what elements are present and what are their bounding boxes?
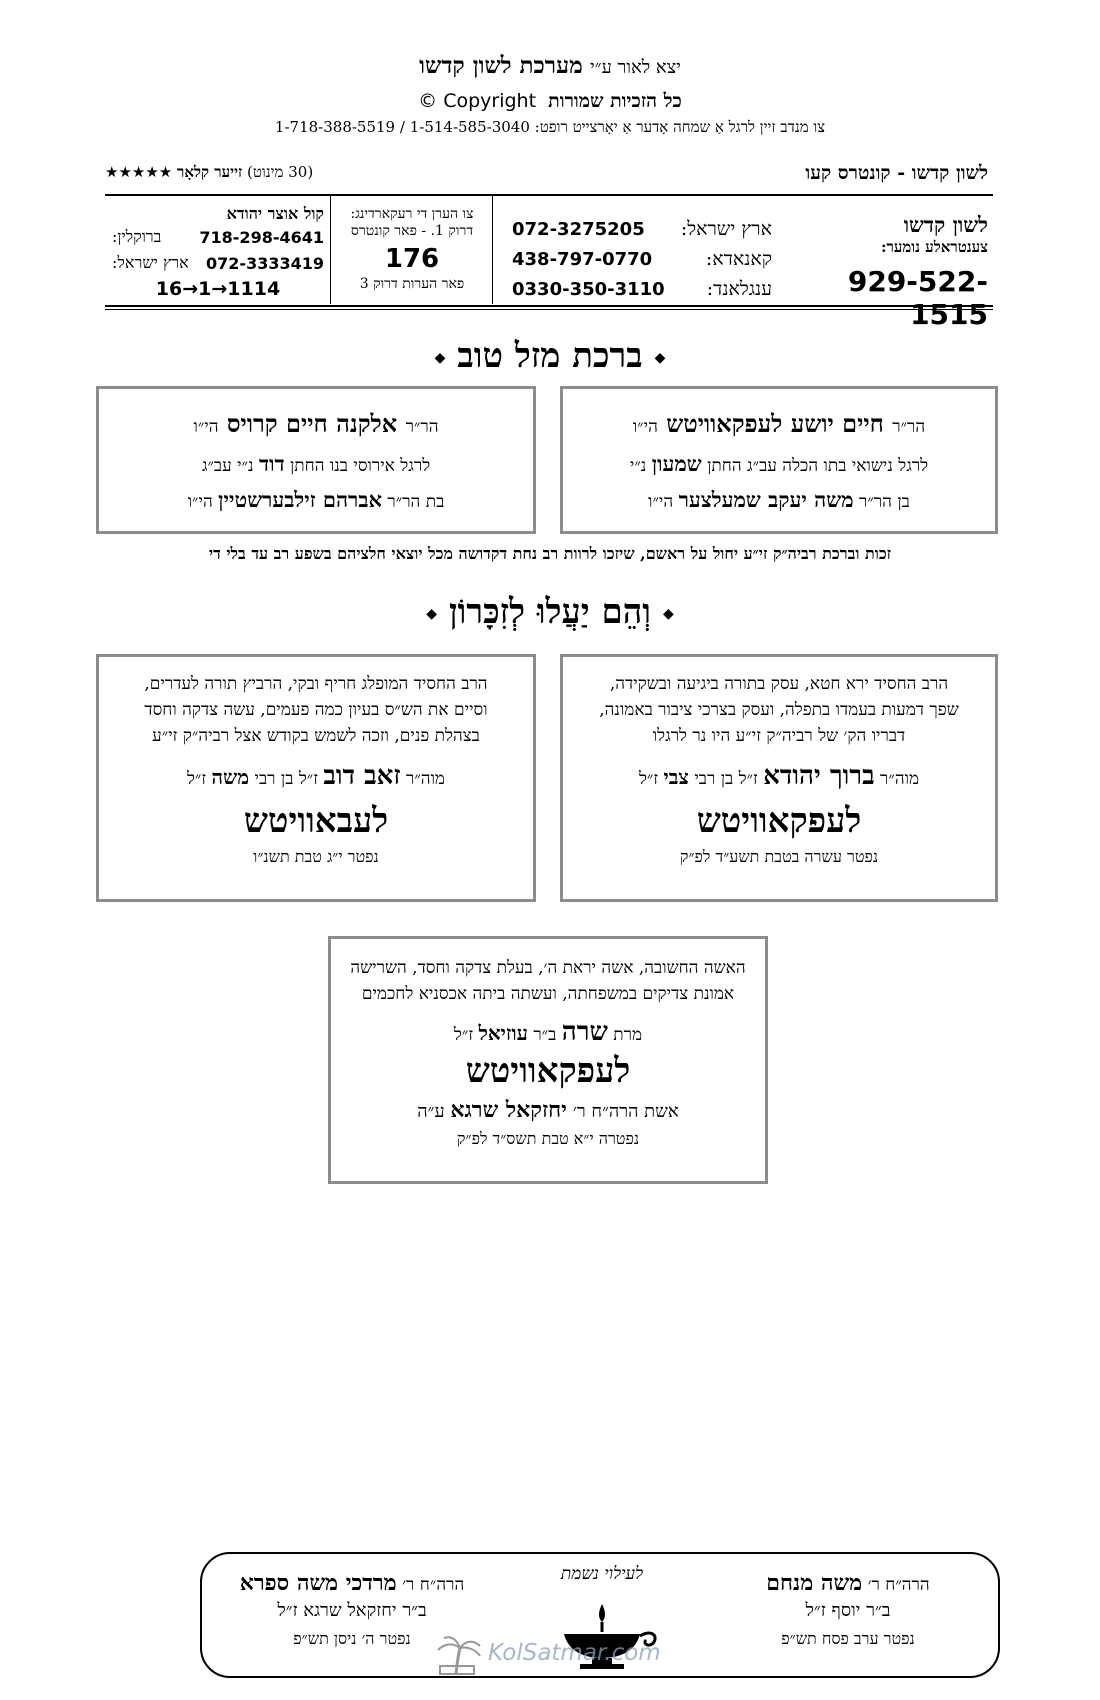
rights-text: כל הזכיות שמורות	[548, 90, 682, 112]
kol-label: ברוקלין:	[112, 227, 162, 246]
memorial-date: נפטר ערב פסח תש״פ	[781, 1629, 915, 1648]
lilui-nishmas-label: לעילוי נשמת	[560, 1564, 644, 1584]
chosson-suffix: נ״י	[629, 456, 647, 476]
memorial-father: ב״ר יחזקאל שרגא ז״ל	[277, 1600, 427, 1621]
recording-line-1: צו הערן די רעקארדינג:	[350, 206, 474, 222]
name-prefix: מוה״ר	[880, 769, 920, 789]
kol-otzar-box	[112, 204, 324, 300]
parent-name: משה יעקב שמעלצער	[678, 487, 854, 512]
lashon-kodsho-box	[788, 212, 988, 331]
watermark-text: KolSatmar.com	[488, 1640, 661, 1666]
phone-list	[512, 214, 772, 304]
parent-name: אברהם זילבערשטיין	[218, 487, 382, 512]
phone-label: קאנאדא:	[705, 247, 772, 270]
bullet-icon: ◆	[654, 350, 666, 366]
kol-label: ארץ ישראל:	[112, 253, 189, 272]
header-minutes: (30 מינוט)	[246, 163, 314, 181]
chosson-name: דוד	[258, 451, 285, 476]
phone-label: ענגלאנד:	[706, 277, 772, 300]
memorial-name: משה מנחם	[766, 1570, 863, 1596]
recording-line-3: פאר הערות דרוק 3	[359, 276, 465, 292]
title-prefix: הר״ר	[405, 417, 439, 437]
title-suffix: הי״ו	[193, 417, 219, 437]
yahrzeit-date: נפטר עשרה בטבת תשע״ד לפ״ק	[679, 847, 879, 866]
niftar-name-line	[331, 1017, 765, 1047]
niftar-surname: לעפקאוויטש	[696, 801, 862, 841]
phone-row	[512, 244, 772, 274]
zikaron-box-left	[96, 654, 536, 902]
chosson-name: שמעון	[651, 451, 702, 476]
eulogy-line: הרב החסיד ירא חטא, עסק בתורה ביגיעה ובשקידה,	[609, 674, 949, 694]
copyright-line	[0, 90, 1100, 113]
mazal-occasion-line	[99, 451, 533, 477]
niftar-name: ברוך יהודא	[763, 761, 875, 791]
memorial-date: נפטר ה׳ ניסן תש״פ	[293, 1629, 411, 1648]
eulogy-line: שפך דמעות בעמדו בתפלה, ועסק בצרכי ציבור באמונה,	[599, 700, 959, 720]
phone-row	[512, 214, 772, 244]
eulogy-line: דבריו הק׳ של רביה״ק זי״ע היו נר לרגלו	[652, 726, 906, 746]
recording-line-2: דרוק 1. - פאר קונטרס	[350, 223, 474, 239]
phone-number[interactable]: 072-3275205	[512, 218, 645, 240]
husband-suffix: ע״ה	[417, 1101, 445, 1122]
eulogy-line: וסיים את הש״ס בעיון כמה פעמים, עשה צדקה וחסד	[144, 700, 488, 720]
name-connector: ז״ל בן רבי	[694, 769, 758, 789]
eulogy-line: בצהלת פנים, וזכה לשמש בקודש אצל רביה״ק זי״ע	[152, 726, 480, 746]
divider-2	[492, 196, 493, 304]
celebrant-name: אלקנה חיים קרויס	[226, 409, 398, 438]
name-prefix: מוה״ר	[406, 769, 446, 789]
kol-row	[112, 250, 324, 276]
watermark	[430, 1636, 700, 1676]
palm-tree-icon	[430, 1636, 486, 1676]
mazal-parent-line	[563, 487, 995, 513]
father-name: עוזיאל	[478, 1021, 528, 1045]
kol-extension: 16→1→1114	[155, 278, 281, 300]
name-suffix: ז״ל	[453, 1025, 474, 1045]
eulogy-line: האשה החשובה, אשה יראת ה׳, בעלת צדקה וחסד, השרישה	[350, 958, 746, 978]
zikaron-title: וְהֵם יַעֲלוּ לְזִכָּרוֹן	[449, 592, 651, 632]
recording-number: 176	[384, 244, 440, 274]
mazal-tov-box-left	[96, 386, 536, 534]
header-rule-top	[105, 194, 993, 196]
name-connector: ז״ל בן רבי	[254, 769, 318, 789]
bullet-icon: ◆	[434, 350, 446, 366]
central-phone-number[interactable]: 929-522-1515	[847, 265, 988, 331]
copyright-text: Copyright ©	[418, 90, 537, 112]
memorial-name-line	[212, 1570, 492, 1596]
niftar-surname: לעפקאוויטש	[465, 1051, 631, 1091]
header-left	[105, 163, 313, 182]
kol-number[interactable]: 072-3333419	[206, 253, 324, 273]
header-left-title: זייער קלאָר	[177, 163, 243, 181]
parent-suffix: הי״ו	[187, 492, 213, 512]
rating-stars: ★★★★★	[105, 163, 173, 181]
husband-line	[331, 1097, 765, 1123]
kol-number[interactable]: 718-298-4641	[199, 227, 324, 247]
niftar-name-line	[99, 761, 533, 791]
kol-title: קול אוצר יהודא	[226, 204, 324, 223]
niftar-surname: לעבאוויטש	[243, 801, 389, 841]
memorial-prefix: הרה״ח ר׳	[402, 1575, 465, 1595]
occasion-text: לרגל אירוסי בנו החתן	[289, 456, 431, 476]
phone-row	[512, 274, 772, 304]
memorial-name: מרדכי משה ספרא	[239, 1570, 397, 1596]
lk-subtitle: צענטראלע נומער:	[880, 238, 988, 256]
header-right-title: לשון קדשו - קונטרס קעו	[805, 162, 988, 184]
mazal-parent-line	[99, 487, 533, 513]
niftar-name-line	[563, 761, 995, 791]
zikaron-box-right	[560, 654, 998, 902]
kol-row	[112, 224, 324, 250]
yahrzeit-date: נפטר י״ג טבת תשנ״ו	[253, 847, 379, 866]
yahrzeit-date: נפטרה י״א טבת תשס״ד לפ״ק	[456, 1129, 640, 1148]
phone-number[interactable]: 0330-350-3110	[512, 278, 665, 300]
memorial-father: ב״ר יוסף ז״ל	[805, 1600, 891, 1621]
zchus-blessing-line: זכות וברכת רביה״ק זי״ע יחול על ראשם, שיזכו לרוות רב נחת דקדושה מכל יוצאי חלציהם בשפע רב עד בלי די	[208, 544, 892, 563]
title-prefix: הר״ר	[892, 417, 926, 437]
chosson-suffix: נ״י עב״ג	[201, 456, 254, 476]
zikaron-heading	[0, 592, 1100, 632]
title-suffix: הי״ו	[632, 417, 658, 437]
eulogy-line: הרב החסיד המופלג חריף ובקי, הרביץ תורה לעדרים,	[144, 674, 488, 694]
name-suffix: ז״ל	[186, 769, 207, 789]
eulogy-line: אמונת צדיקים במשפחתה, ועשתה ביתה אכסניא לחכמים	[361, 984, 735, 1004]
memorial-right	[708, 1570, 988, 1649]
parent-suffix: הי״ו	[648, 492, 674, 512]
mazal-name-line	[563, 409, 995, 439]
name-connector: ב״ר	[533, 1025, 557, 1045]
publisher-name: מערכת לשון קדשו	[419, 52, 583, 79]
niftar-name: שרה	[561, 1017, 608, 1047]
bullet-icon: ◆	[426, 606, 437, 622]
lk-title: לשון קדשו	[903, 212, 988, 237]
father-name: משה	[211, 765, 250, 789]
mazal-tov-title: ברכת מזל טוב	[457, 336, 643, 376]
memorial-prefix: הרה״ח ר׳	[867, 1575, 930, 1595]
memorial-name-line	[708, 1570, 988, 1596]
phone-label: ארץ ישראל:	[680, 217, 772, 240]
niftar-name: זאב דוב	[323, 761, 401, 791]
recording-box	[338, 206, 486, 293]
divider-1	[330, 196, 331, 304]
bullet-icon: ◆	[662, 606, 674, 622]
sponsor-line: צו מנדב זיין לרגל אַ שמחה אָדער אַ יאָרצייט רופט: 1-514-585-3040 / 1-718-388-5519	[274, 118, 826, 136]
publisher-line	[0, 52, 1100, 79]
mazal-tov-box-right	[560, 386, 998, 534]
name-suffix: ז״ל	[638, 769, 659, 789]
name-prefix: מרת	[613, 1025, 643, 1045]
zikaron-box-center	[328, 936, 768, 1184]
father-name: צבי	[663, 765, 689, 789]
husband-name: יחזקאל שרגא	[450, 1097, 567, 1123]
husband-prefix: אשת הרה״ח ר׳	[572, 1101, 679, 1122]
mazal-tov-heading	[0, 336, 1100, 376]
celebrant-name: חיים יושע לעפקאוויטש	[666, 409, 884, 438]
phone-number[interactable]: 438-797-0770	[512, 248, 653, 270]
publisher-prefix: יצא לאור ע״י	[590, 57, 681, 78]
mazal-name-line	[99, 409, 533, 439]
occasion-text: לרגל נישואי בתו הכלה עב״ג החתן	[707, 456, 929, 476]
parent-prefix: בן הר״ר	[858, 492, 910, 512]
mazal-occasion-line	[563, 451, 995, 477]
parent-prefix: בת הר״ר	[387, 492, 445, 512]
